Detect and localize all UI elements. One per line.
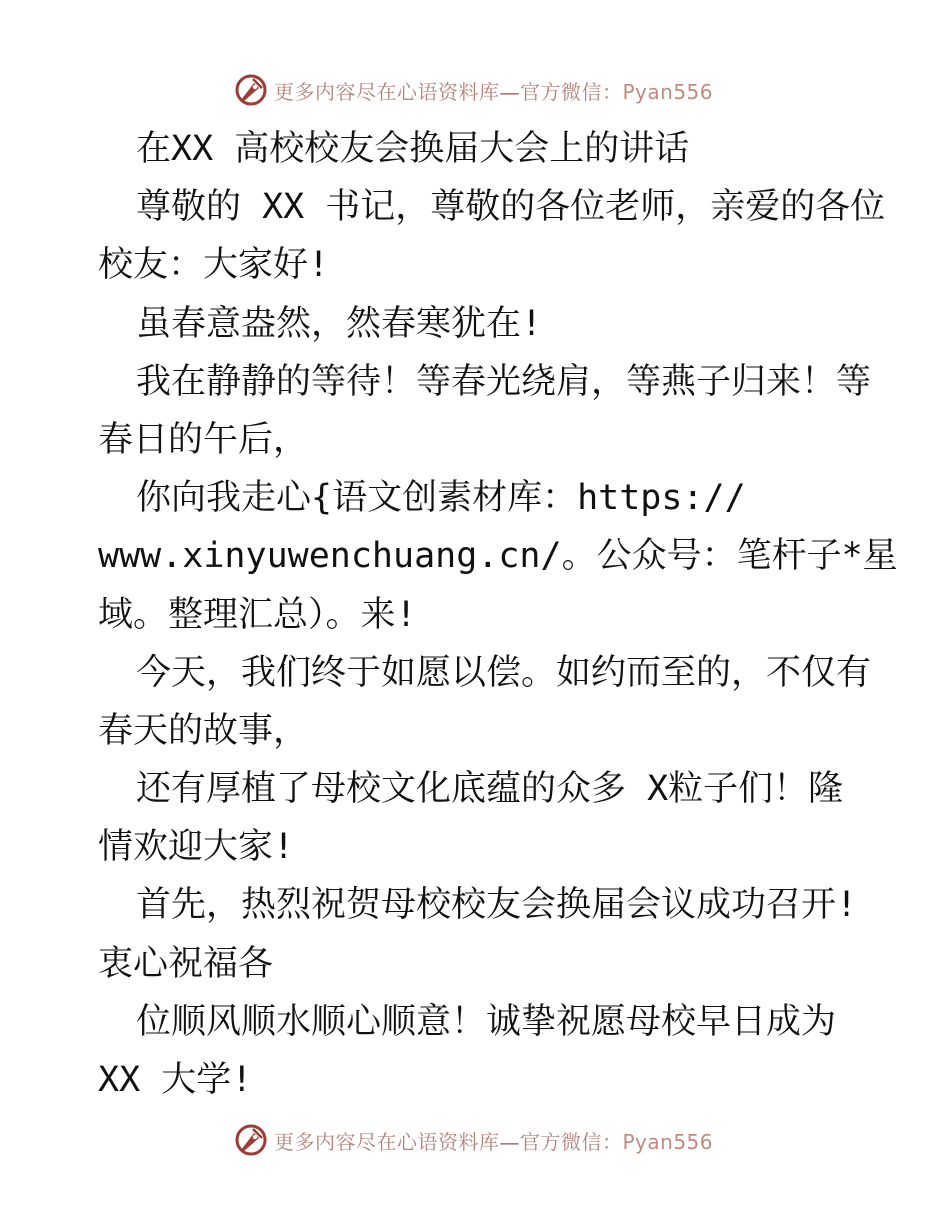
banner-wechat-id: Pyan556 <box>622 79 714 104</box>
paragraph-line: 校友：大家好! <box>98 245 330 286</box>
document-body <box>98 120 898 1109</box>
paragraph-line: 今天，我们终于如愿以偿。如约而至的，不仅有 <box>136 652 872 693</box>
paragraph-line: www.xinyuwenchuang.cn/。公众号：笔杆子*星 <box>98 536 898 577</box>
banner-separator: — <box>499 79 520 104</box>
paragraph-line: 尊敬的 XX 书记，尊敬的各位老师，亲爱的各位 <box>136 187 886 228</box>
banner-wechat-label: 官方微信： <box>520 1129 623 1154</box>
banner-text <box>274 76 713 105</box>
paragraph-line: XX 大学! <box>98 1060 253 1100</box>
paragraph-line: 你向我走心{语文创素材库：https:// <box>136 478 746 519</box>
paragraph-line: 衷心祝福各 <box>98 943 274 984</box>
paragraph-line: 虽春意盎然，然春寒犹在! <box>136 303 543 344</box>
paragraph-line: 还有厚植了母校文化底蕴的众多 X粒子们！隆 <box>136 769 844 810</box>
banner-wechat-id: Pyan556 <box>622 1129 714 1154</box>
paragraph-line: 域。整理汇总）。来! <box>98 594 417 635</box>
footer-banner <box>234 1122 713 1158</box>
pen-nib-logo-icon <box>234 73 268 107</box>
paragraph-line: 位顺风顺水顺心顺意！诚挚祝愿母校早日成为 <box>136 1001 837 1042</box>
paragraph-line: 我在静静的等待！等春光绕肩，等燕子归来！等 <box>136 361 872 402</box>
paragraph-line: 春日的午后， <box>98 419 309 460</box>
banner-main-text: 更多内容尽在心语资料库 <box>274 79 500 104</box>
paragraph-line: 春天的故事， <box>98 710 309 751</box>
paragraph-line: 首先，热烈祝贺母校校友会换届会议成功召开! <box>136 885 858 926</box>
banner-separator: — <box>499 1129 520 1154</box>
banner-wechat-label: 官方微信： <box>520 79 623 104</box>
banner-text <box>274 1126 713 1155</box>
header-banner <box>234 72 713 108</box>
banner-main-text: 更多内容尽在心语资料库 <box>274 1129 500 1154</box>
pen-nib-logo-icon <box>234 1123 268 1157</box>
paragraph-line: 情欢迎大家! <box>98 827 295 868</box>
document-title: 在XX 高校校友会换届大会上的讲话 <box>136 129 690 169</box>
